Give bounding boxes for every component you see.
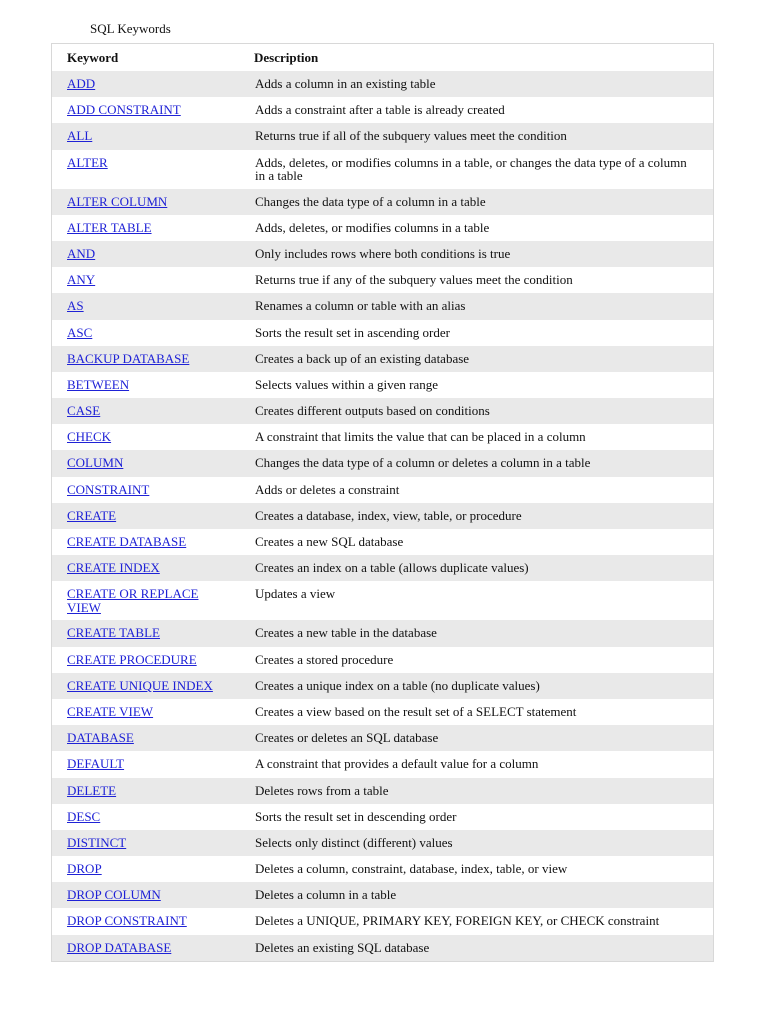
keyword-link[interactable]: CHECK	[67, 429, 112, 445]
keyword-cell	[52, 293, 239, 319]
description-cell: Deletes a column, constraint, database, index, table, or view	[255, 861, 568, 877]
table-row	[52, 620, 713, 646]
header-row	[52, 44, 713, 71]
keyword-cell	[52, 320, 239, 346]
description-cell: Creates a unique index on a table (no duplicate values)	[255, 677, 540, 693]
description-cell: A constraint that limits the value that can be placed in a column	[255, 429, 586, 445]
description-cell: Returns true if any of the subquery values meet the condition	[255, 272, 573, 288]
description-cell: Selects values within a given range	[255, 376, 439, 392]
description-cell: Changes the data type of a column or deletes a column in a table	[255, 455, 591, 471]
description-cell: Adds a column in an existing table	[255, 76, 436, 91]
keyword-cell	[52, 71, 239, 97]
keyword-link[interactable]: BETWEEN	[67, 376, 130, 392]
description-cell: Adds, deletes, or modifies columns in a table, or changes the data type of a column in a table	[255, 154, 687, 184]
table-row	[52, 804, 713, 830]
description-cell: Renames a column or table with an alias	[255, 298, 466, 314]
table-row	[52, 647, 713, 673]
table-row	[52, 699, 713, 725]
table-row	[52, 346, 713, 372]
keyword-cell	[52, 150, 239, 189]
keyword-link[interactable]: ALTER COLUMN	[67, 193, 168, 209]
keyword-cell	[52, 450, 239, 476]
description-cell: Changes the data type of a column in a table	[255, 193, 486, 209]
keyword-cell	[52, 882, 239, 908]
keyword-cell	[52, 830, 239, 856]
keyword-link[interactable]: DELETE	[67, 782, 117, 798]
table-row	[52, 778, 713, 804]
keyword-link[interactable]: CREATE OR REPLACE VIEW	[67, 586, 199, 615]
keyword-link[interactable]: COLUMN	[67, 455, 124, 471]
table-row	[52, 267, 713, 293]
description-cell: Creates a new table in the database	[255, 625, 437, 641]
keyword-link[interactable]: CASE	[67, 403, 101, 419]
keyword-link[interactable]: DROP CONSTRAINT	[67, 913, 187, 929]
header-keyword: Keyword	[52, 44, 239, 71]
keyword-cell	[52, 804, 239, 830]
description-cell: Creates a database, index, view, table, or procedure	[255, 507, 522, 523]
table-row	[52, 935, 713, 961]
keyword-link[interactable]: ADD	[67, 76, 96, 91]
description-cell: Creates a back up of an existing database	[255, 350, 470, 366]
table-row	[52, 529, 713, 555]
keyword-cell	[52, 908, 239, 934]
keyword-cell	[52, 189, 239, 215]
table-header	[52, 44, 713, 71]
description-cell: Creates or deletes an SQL database	[255, 730, 439, 746]
keyword-cell	[52, 372, 239, 398]
keyword-cell	[52, 241, 239, 267]
table-row	[52, 123, 713, 149]
table-row	[52, 673, 713, 699]
table-row	[52, 320, 713, 346]
keyword-link[interactable]: DESC	[67, 808, 101, 824]
keyword-cell	[52, 123, 239, 149]
keyword-link[interactable]: ASC	[67, 324, 93, 340]
description-cell: Deletes rows from a table	[255, 782, 389, 798]
header-description: Description	[239, 44, 713, 71]
table-row	[52, 150, 713, 189]
keyword-cell	[52, 778, 239, 804]
keyword-cell	[52, 267, 239, 293]
description-cell: Deletes a column in a table	[255, 887, 397, 903]
table-row	[52, 725, 713, 751]
description-cell: Creates an index on a table (allows duplicate values)	[255, 560, 529, 576]
keyword-link[interactable]: ANY	[67, 272, 96, 288]
keyword-cell	[52, 725, 239, 751]
keyword-link[interactable]: CREATE	[67, 507, 117, 523]
description-cell: Sorts the result set in ascending order	[255, 324, 450, 340]
keyword-cell	[52, 935, 239, 961]
description-cell: Adds a constraint after a table is already created	[255, 102, 505, 118]
keyword-link[interactable]: DROP COLUMN	[67, 887, 161, 903]
description-cell: Adds, deletes, or modifies columns in a table	[255, 219, 490, 235]
keyword-cell	[52, 424, 239, 450]
table-row	[52, 908, 713, 934]
table-body	[52, 71, 713, 961]
table-row	[52, 856, 713, 882]
keywords-table	[52, 44, 713, 961]
table-row	[52, 503, 713, 529]
keyword-link[interactable]: CREATE INDEX	[67, 560, 160, 576]
keyword-link[interactable]: DISTINCT	[67, 834, 127, 850]
table-row	[52, 450, 713, 476]
keyword-link[interactable]: CREATE DATABASE	[67, 534, 187, 549]
keyword-link[interactable]: DATABASE	[67, 730, 134, 746]
keyword-link[interactable]: ADD CONSTRAINT	[67, 102, 181, 118]
keyword-cell	[52, 503, 239, 529]
keyword-link[interactable]: DROP	[67, 861, 102, 877]
keyword-cell	[52, 673, 239, 699]
keyword-cell	[52, 346, 239, 372]
table-row	[52, 751, 713, 777]
description-cell: Updates a view	[255, 586, 336, 602]
description-cell: Creates different outputs based on conditions	[255, 403, 490, 419]
keyword-link[interactable]: CREATE VIEW	[67, 703, 154, 719]
keyword-cell	[52, 620, 239, 646]
keyword-cell	[52, 751, 239, 777]
keyword-cell	[52, 215, 239, 241]
keyword-link[interactable]: AS	[67, 298, 84, 314]
keyword-link[interactable]: CREATE PROCEDURE	[67, 651, 197, 667]
keywords-table-container	[51, 43, 714, 962]
table-row	[52, 241, 713, 267]
table-row	[52, 882, 713, 908]
keyword-link[interactable]: DROP DATABASE	[67, 939, 172, 955]
keyword-cell	[52, 699, 239, 725]
table-row	[52, 398, 713, 424]
table-row	[52, 97, 713, 123]
keyword-cell	[52, 477, 239, 503]
keyword-cell	[52, 398, 239, 424]
keyword-cell	[52, 581, 239, 620]
keyword-link[interactable]: CREATE TABLE	[67, 625, 160, 641]
table-row	[52, 71, 713, 97]
table-row	[52, 830, 713, 856]
table-row	[52, 477, 713, 503]
keyword-link[interactable]: AND	[67, 245, 96, 261]
description-cell: Deletes an existing SQL database	[255, 939, 430, 955]
table-row	[52, 424, 713, 450]
description-cell: Returns true if all of the subquery values meet the condition	[255, 128, 567, 144]
table-row	[52, 555, 713, 581]
keyword-link[interactable]: CONSTRAINT	[67, 481, 150, 497]
description-cell: Creates a view based on the result set of a SELECT statement	[255, 703, 577, 719]
description-cell: Adds or deletes a constraint	[255, 481, 400, 497]
description-cell: A constraint that provides a default value for a column	[255, 756, 539, 772]
description-cell: Creates a stored procedure	[255, 651, 394, 667]
keyword-link[interactable]: BACKUP DATABASE	[67, 350, 190, 366]
keyword-link[interactable]: DEFAULT	[67, 756, 125, 772]
keyword-cell	[52, 856, 239, 882]
page-title: SQL Keywords	[90, 21, 171, 36]
keyword-link[interactable]: ALTER TABLE	[67, 219, 152, 235]
keyword-cell	[52, 97, 239, 123]
keyword-cell	[52, 555, 239, 581]
table-row	[52, 189, 713, 215]
table-row	[52, 581, 713, 620]
table-row	[52, 293, 713, 319]
table-row	[52, 372, 713, 398]
keyword-link[interactable]: ALTER	[67, 154, 108, 170]
keyword-cell	[52, 529, 239, 555]
keyword-link[interactable]: CREATE UNIQUE INDEX	[67, 677, 213, 693]
keyword-link[interactable]: ALL	[67, 128, 93, 144]
keyword-cell	[52, 647, 239, 673]
description-cell: Creates a new SQL database	[255, 534, 404, 549]
description-cell: Only includes rows where both conditions is true	[255, 245, 511, 261]
table-row	[52, 215, 713, 241]
description-cell: Sorts the result set in descending order	[255, 808, 457, 824]
description-cell: Selects only distinct (different) values	[255, 834, 453, 850]
description-cell: Deletes a UNIQUE, PRIMARY KEY, FOREIGN KEY, or CHECK constraint	[255, 913, 660, 929]
